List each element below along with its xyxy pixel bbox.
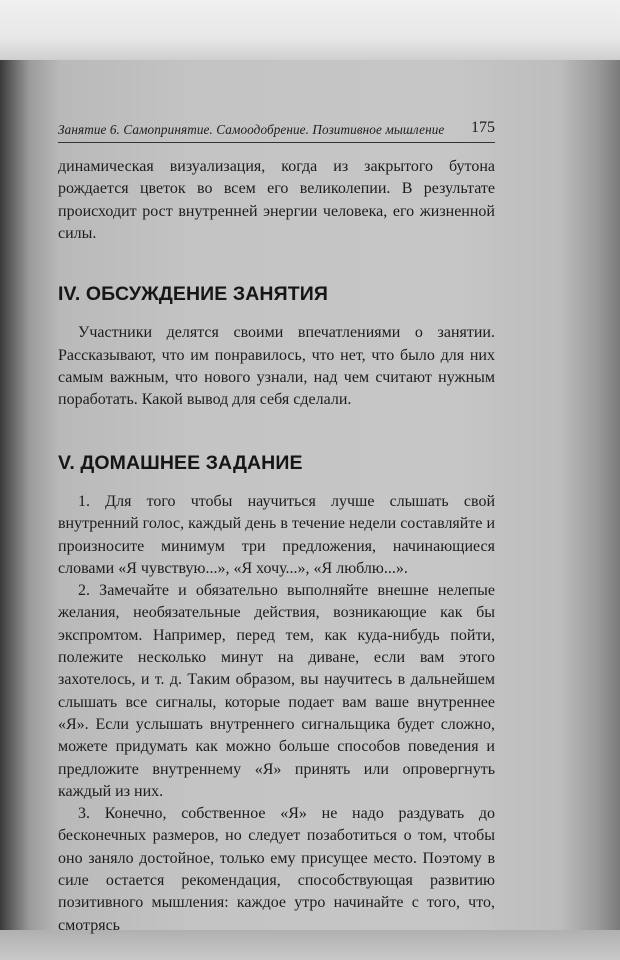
intro-paragraph: динамическая визуализация, когда из закрытого бутона рождается цветок во всем его великолепии. В результате происходит рост внутренней энергии человека, его жизненной силы. (58, 158, 495, 242)
section-v-heading: V. ДОМАШНЕЕ ЗАДАНИЕ (58, 451, 303, 474)
homework-item-1: 1. Для того чтобы научиться лучше слышать свой внутренний голос, каждый день в течение недели составляйте и произносите минимум три предложения, начинающиеся словами «Я чувствую...», «Я хочу...», «Я люблю...». (58, 492, 495, 577)
section-iv-paragraph: Участники делятся своими впечатлениями о занятии. Рассказывают, что им понравилось, что нет, что было для них самым важным, что нового узнали, над чем считают нужным поработать. Какой вывод для себя сделали. (58, 324, 495, 409)
page-body (58, 156, 495, 937)
running-head-title: Занятие 6. Самопринятие. Самоодобрение. Позитивное мышление (58, 122, 445, 137)
book-page (58, 118, 495, 937)
scan-top-margin (0, 0, 620, 60)
homework-item-2: 2. Замечайте и обязательно выполняйте внешне нелепые желания, необязательные действия, возникающие как бы экспромтом. Например, перед тем, как куда-нибудь пойти, полежите несколько минут на диване, если вам этого захотелось, и т. д. Таким образом, вы научитесь в дальнейшем слышать все сигналы, которые подает вам ваше внутреннее «Я». Если услышать внутреннего сигнальщика будет сложно, можете придумать как можно больше способов поведения и предложите внутреннему «Я» принять или опровергнуть каждый из них. (58, 582, 495, 800)
page-number: 175 (471, 119, 495, 136)
running-head (58, 118, 495, 143)
homework-item-3: 3. Конечно, собственное «Я» не надо раздувать до бесконечных размеров, но следует позаботиться о том, чтобы оно заняло достойное, только ему присущее место. Поэтому в силе остается рекомендация, способствующая развитию позитивного мышления: каждое утро начинайте с того, что, смотрясь (58, 805, 495, 934)
section-iv-heading: IV. ОБСУЖДЕНИЕ ЗАНЯТИЯ (58, 283, 328, 306)
